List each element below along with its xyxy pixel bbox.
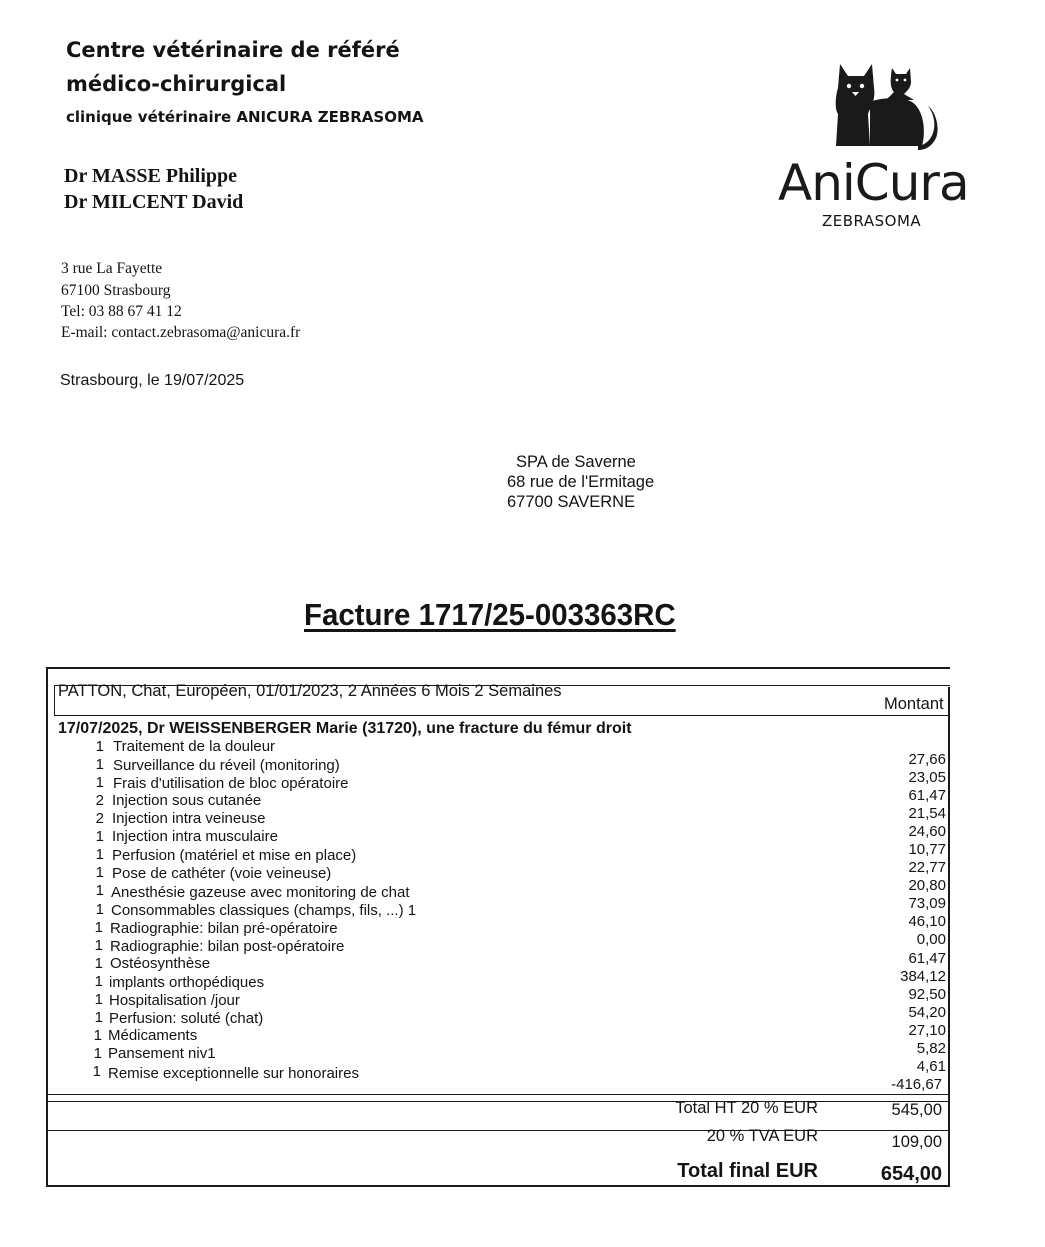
amount-value: 384,12 (900, 968, 946, 985)
address-city: 67100 Strasbourg (61, 282, 171, 299)
amount-value: 10,77 (908, 841, 946, 858)
doctor-name: Dr MILCENT David (64, 191, 244, 213)
amount-value: 21,54 (908, 805, 946, 822)
brand-name: AniCura (778, 154, 969, 212)
cats-logo-icon (778, 62, 970, 162)
amount-value: 5,82 (916, 1040, 946, 1057)
amount-value: 0,00 (916, 931, 946, 948)
clinic-name-line2: médico-chirurgical (66, 72, 287, 96)
amount-value: 23,05 (908, 769, 946, 786)
amount-value: 46,10 (908, 913, 946, 930)
amount-value: 61,47 (908, 950, 946, 967)
amount-value: 27,10 (908, 1022, 946, 1039)
address-phone: Tel: 03 88 67 41 12 (61, 303, 182, 320)
amount-header: Montant (884, 695, 944, 713)
total-ht-label: Total HT 20 % EUR (675, 1099, 818, 1117)
visit-line: 17/07/2025, Dr WEISSENBERGER Marie (31720), une fracture du fémur droit (58, 720, 632, 737)
recipient-name: SPA de Saverne (516, 453, 636, 471)
amount-value: 54,20 (908, 1004, 946, 1021)
anicura-logo (778, 62, 970, 234)
amount-value: -416,67 (891, 1076, 942, 1093)
amount-value: 73,09 (908, 895, 946, 912)
recipient-street: 68 rue de l'Ermitage (507, 473, 655, 491)
clinic-subtitle: clinique vétérinaire ANICURA ZEBRASOMA (66, 108, 424, 126)
address-email: E-mail: contact.zebrasoma@anicura.fr (61, 324, 301, 341)
amount-value: 4,61 (916, 1058, 946, 1075)
amount-value: 92,50 (908, 986, 946, 1003)
clinic-name-line1: Centre vétérinaire de référé (66, 38, 400, 62)
address-street: 3 rue La Fayette (61, 260, 163, 277)
amount-value: 61,47 (908, 787, 946, 804)
total-final-value: 654,00 (880, 1163, 942, 1185)
total-final-label: Total final EUR (677, 1160, 818, 1182)
doctor-name: Dr MASSE Philippe (64, 165, 237, 187)
amount-value: 20,80 (908, 877, 946, 894)
tva-value: 109,00 (891, 1133, 942, 1151)
total-ht-value: 545,00 (891, 1101, 942, 1119)
recipient-city: 67700 SAVERNE (507, 493, 636, 511)
brand-subtitle: ZEBRASOMA (822, 212, 922, 230)
amount-value: 24,60 (908, 823, 946, 840)
amount-value: 27,66 (908, 751, 946, 768)
amount-value: 22,77 (908, 859, 946, 876)
invoice-title: Facture 1717/25-003363RC (304, 597, 676, 632)
patient-line: PATTON, Chat, Européen, 01/01/2023, 2 Années 6 Mois 2 Semaines (58, 682, 562, 700)
tva-label: 20 % TVA EUR (706, 1127, 818, 1145)
date-line: Strasbourg, le 19/07/2025 (60, 372, 245, 389)
